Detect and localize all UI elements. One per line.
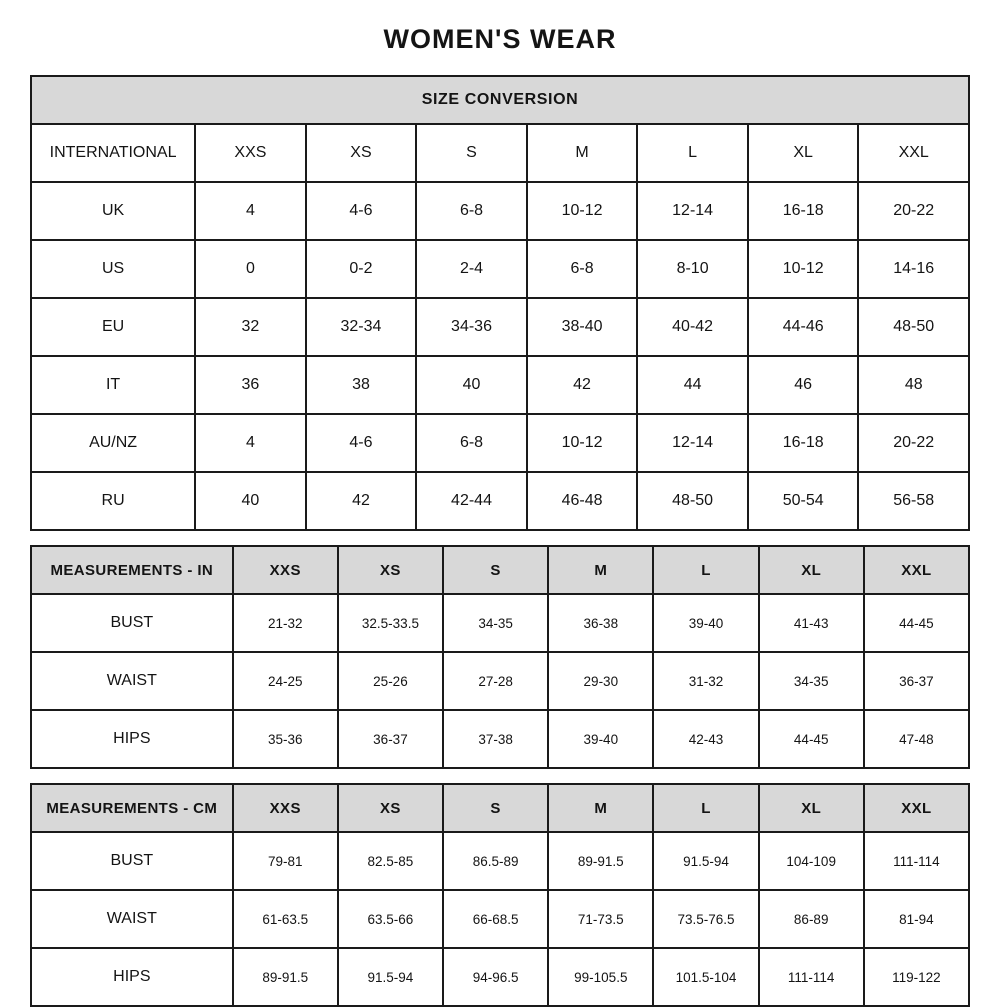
table-cell: 48 [858,356,969,414]
row-label: WAIST [31,652,233,710]
table-cell: 86.5-89 [443,832,548,890]
table-cell: 94-96.5 [443,948,548,1006]
table-cell: 82.5-85 [338,832,443,890]
table-header-row [31,546,969,594]
row-label: BUST [31,832,233,890]
table-cell: 73.5-76.5 [653,890,758,948]
table-cell: 89-91.5 [233,948,338,1006]
table-cell: 34-36 [416,298,527,356]
row-label-header: INTERNATIONAL [31,124,195,182]
table-cell: 31-32 [653,652,758,710]
row-label: HIPS [31,710,233,768]
table-cell: 16-18 [748,414,859,472]
table-row [31,890,969,948]
table-cell: 32-34 [306,298,417,356]
table-cell: 111-114 [759,948,864,1006]
table-cell: 14-16 [858,240,969,298]
table-cell: 39-40 [653,594,758,652]
table-header-row [31,784,969,832]
table-cell: 37-38 [443,710,548,768]
table-cell: 20-22 [858,182,969,240]
row-label: RU [31,472,195,530]
table-cell: 40 [195,472,306,530]
table-cell: 6-8 [527,240,638,298]
table-cell: 12-14 [637,414,748,472]
table-cell: 16-18 [748,182,859,240]
table-cell: 63.5-66 [338,890,443,948]
column-header: XXS [195,124,306,182]
table-cell: 42-43 [653,710,758,768]
table-cell: 32.5-33.5 [338,594,443,652]
table-cell: 104-109 [759,832,864,890]
table-cell: 91.5-94 [653,832,758,890]
table-row [31,948,969,1006]
column-header: XS [338,546,443,594]
column-header: S [416,124,527,182]
column-header: L [653,546,758,594]
column-header: M [527,124,638,182]
table-cell: 36 [195,356,306,414]
table-row [31,298,969,356]
table-cell: 35-36 [233,710,338,768]
column-header: XL [759,546,864,594]
row-label: WAIST [31,890,233,948]
column-header: XXS [233,546,338,594]
column-header: M [548,546,653,594]
measurements-in-table [30,545,970,769]
table-row [31,472,969,530]
measurements-cm-table [30,783,970,1007]
row-label-header: MEASUREMENTS - CM [31,784,233,832]
table-cell: 41-43 [759,594,864,652]
table-cell: 79-81 [233,832,338,890]
table-cell: 99-105.5 [548,948,653,1006]
table-cell: 38-40 [527,298,638,356]
row-label: AU/NZ [31,414,195,472]
row-label: EU [31,298,195,356]
table-cell: 61-63.5 [233,890,338,948]
table-row [31,832,969,890]
column-header: S [443,784,548,832]
table-cell: 47-48 [864,710,969,768]
table-cell: 111-114 [864,832,969,890]
table-cell: 34-35 [443,594,548,652]
table-cell: 66-68.5 [443,890,548,948]
size-conversion-table [30,75,970,531]
table-cell: 50-54 [748,472,859,530]
table-cell: 56-58 [858,472,969,530]
table-cell: 25-26 [338,652,443,710]
table-cell: 12-14 [637,182,748,240]
table-cell: 42 [527,356,638,414]
row-label: HIPS [31,948,233,1006]
table-cell: 10-12 [527,414,638,472]
table-caption-row [31,76,969,124]
table-cell: 4 [195,414,306,472]
table-cell: 119-122 [864,948,969,1006]
table-header-row [31,124,969,182]
table-cell: 81-94 [864,890,969,948]
table-cell: 24-25 [233,652,338,710]
column-header: S [443,546,548,594]
table-cell: 91.5-94 [338,948,443,1006]
column-header: L [653,784,758,832]
table-cell: 36-38 [548,594,653,652]
table-cell: 46 [748,356,859,414]
table-cell: 0-2 [306,240,417,298]
table-cell: 21-32 [233,594,338,652]
table-cell: 29-30 [548,652,653,710]
table-caption: SIZE CONVERSION [31,76,969,124]
column-header: XXL [858,124,969,182]
table-cell: 4-6 [306,182,417,240]
table-cell: 36-37 [338,710,443,768]
table-cell: 6-8 [416,182,527,240]
table-cell: 42 [306,472,417,530]
table-cell: 8-10 [637,240,748,298]
table-row [31,594,969,652]
table-row [31,710,969,768]
row-label: UK [31,182,195,240]
column-header: XS [338,784,443,832]
table-cell: 34-35 [759,652,864,710]
column-header: XXL [864,784,969,832]
table-cell: 40 [416,356,527,414]
table-cell: 89-91.5 [548,832,653,890]
table-row [31,240,969,298]
column-header: XL [759,784,864,832]
table-cell: 38 [306,356,417,414]
table-cell: 20-22 [858,414,969,472]
table-cell: 44-46 [748,298,859,356]
column-header: XL [748,124,859,182]
table-cell: 10-12 [748,240,859,298]
table-cell: 42-44 [416,472,527,530]
column-header: XS [306,124,417,182]
table-cell: 86-89 [759,890,864,948]
column-header: M [548,784,653,832]
row-label: BUST [31,594,233,652]
column-header: XXS [233,784,338,832]
column-header: XXL [864,546,969,594]
row-label-header: MEASUREMENTS - IN [31,546,233,594]
table-cell: 44 [637,356,748,414]
table-cell: 44-45 [759,710,864,768]
table-cell: 10-12 [527,182,638,240]
table-cell: 4-6 [306,414,417,472]
table-cell: 27-28 [443,652,548,710]
table-row [31,182,969,240]
table-row [31,356,969,414]
row-label: US [31,240,195,298]
table-row [31,414,969,472]
table-cell: 40-42 [637,298,748,356]
table-cell: 32 [195,298,306,356]
table-cell: 6-8 [416,414,527,472]
table-cell: 48-50 [637,472,748,530]
table-cell: 2-4 [416,240,527,298]
table-cell: 44-45 [864,594,969,652]
page-title: WOMEN'S WEAR [383,24,617,54]
table-cell: 101.5-104 [653,948,758,1006]
table-cell: 39-40 [548,710,653,768]
table-cell: 0 [195,240,306,298]
table-cell: 48-50 [858,298,969,356]
table-cell: 36-37 [864,652,969,710]
table-cell: 4 [195,182,306,240]
table-cell: 71-73.5 [548,890,653,948]
column-header: L [637,124,748,182]
row-label: IT [31,356,195,414]
table-row [31,652,969,710]
table-cell: 46-48 [527,472,638,530]
